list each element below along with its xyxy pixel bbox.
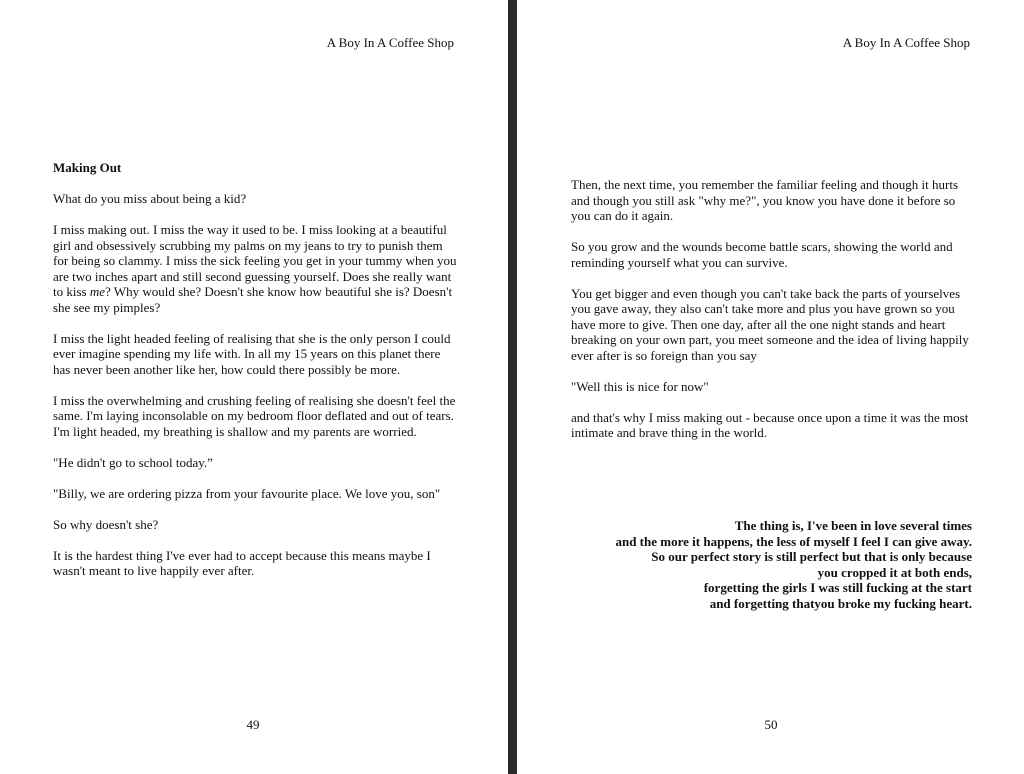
paragraph-text: ? Why would she? Doesn't she know how beautiful she is? Doesn't she see my pimples? <box>53 284 453 315</box>
paragraph: "Well this is nice for now" <box>571 378 709 394</box>
chapter-heading: Making Out <box>53 160 122 175</box>
running-header: A Boy In A Coffee Shop <box>842 35 970 50</box>
paragraph: So you grow and the wounds become battle scars, showing the world and reminding yourself what you can survive. <box>571 239 953 270</box>
poem-line: and forgetting thatyou broke my fucking heart. <box>709 595 972 611</box>
paragraph: So why doesn't she? <box>53 516 159 532</box>
right-page <box>517 0 1024 774</box>
paragraph: and that's why I miss making out - because once upon a time it was the most intimate and brave thing in the world. <box>571 409 969 440</box>
chapter-body <box>53 160 458 594</box>
paragraph: It is the hardest thing I've ever had to accept because this means maybe I wasn't meant to live happily ever after. <box>53 547 431 578</box>
page-number: 50 <box>764 717 778 732</box>
poem-line: you cropped it at both ends, <box>817 564 972 580</box>
poem-line: forgetting the girls I was still fucking at the start <box>703 580 972 595</box>
poem-line: So our perfect story is still perfect but that is only because <box>651 549 972 564</box>
chapter-body <box>571 177 976 456</box>
paragraph: I miss the overwhelming and crushing feeling of realising she doesn't feel the same. I'm laying inconsolable on my bedroom floor deflated and out of tears. I'm light headed, my breathing is shallow and my parents are worried. <box>53 392 456 439</box>
poem-block <box>552 518 972 611</box>
paragraph-text: I miss making out. I miss the way it used to be. I miss looking at a beautiful girl and obsessively scrubbing my palms on my jeans to try to punish them for being so clammy. I miss the sick feeling you get in your tummy when you are two inches apart and still second guessing yourself. Does she really want to kiss <box>53 222 457 299</box>
paragraph <box>53 222 458 315</box>
paragraph: "He didn't go to school today.” <box>53 454 213 470</box>
running-header: A Boy In A Coffee Shop <box>326 35 454 50</box>
left-page <box>0 0 508 774</box>
paragraph: What do you miss about being a kid? <box>53 191 247 206</box>
poem-line: and the more it happens, the less of myself I feel I can give away. <box>615 533 972 549</box>
page-number: 49 <box>246 717 260 732</box>
page-gutter-divider <box>508 0 517 774</box>
poem-line: The thing is, I've been in love several times <box>734 518 972 533</box>
paragraph: Then, the next time, you remember the familiar feeling and though it hurts and though you still ask "why me?", you know you have done it before so you can do it again. <box>571 177 958 223</box>
paragraph: "Billy, we are ordering pizza from your favourite place. We love you, son" <box>53 485 441 501</box>
paragraph: You get bigger and even though you can't take back the parts of yourselves you gave away, they also can't take more and plus you have grown so you have more to give. Then one day, after all the one night stands and heart breaking on your own part, you meet someone and the idea of living happily ever after is so foreign than you say <box>571 285 969 363</box>
emphasis-text: me <box>89 284 106 299</box>
paragraph: I miss the light headed feeling of realising that she is the only person I could ever imagine spending my life with. In all my 15 years on this planet there has never been another like her, how could there possibly be more. <box>53 330 451 377</box>
